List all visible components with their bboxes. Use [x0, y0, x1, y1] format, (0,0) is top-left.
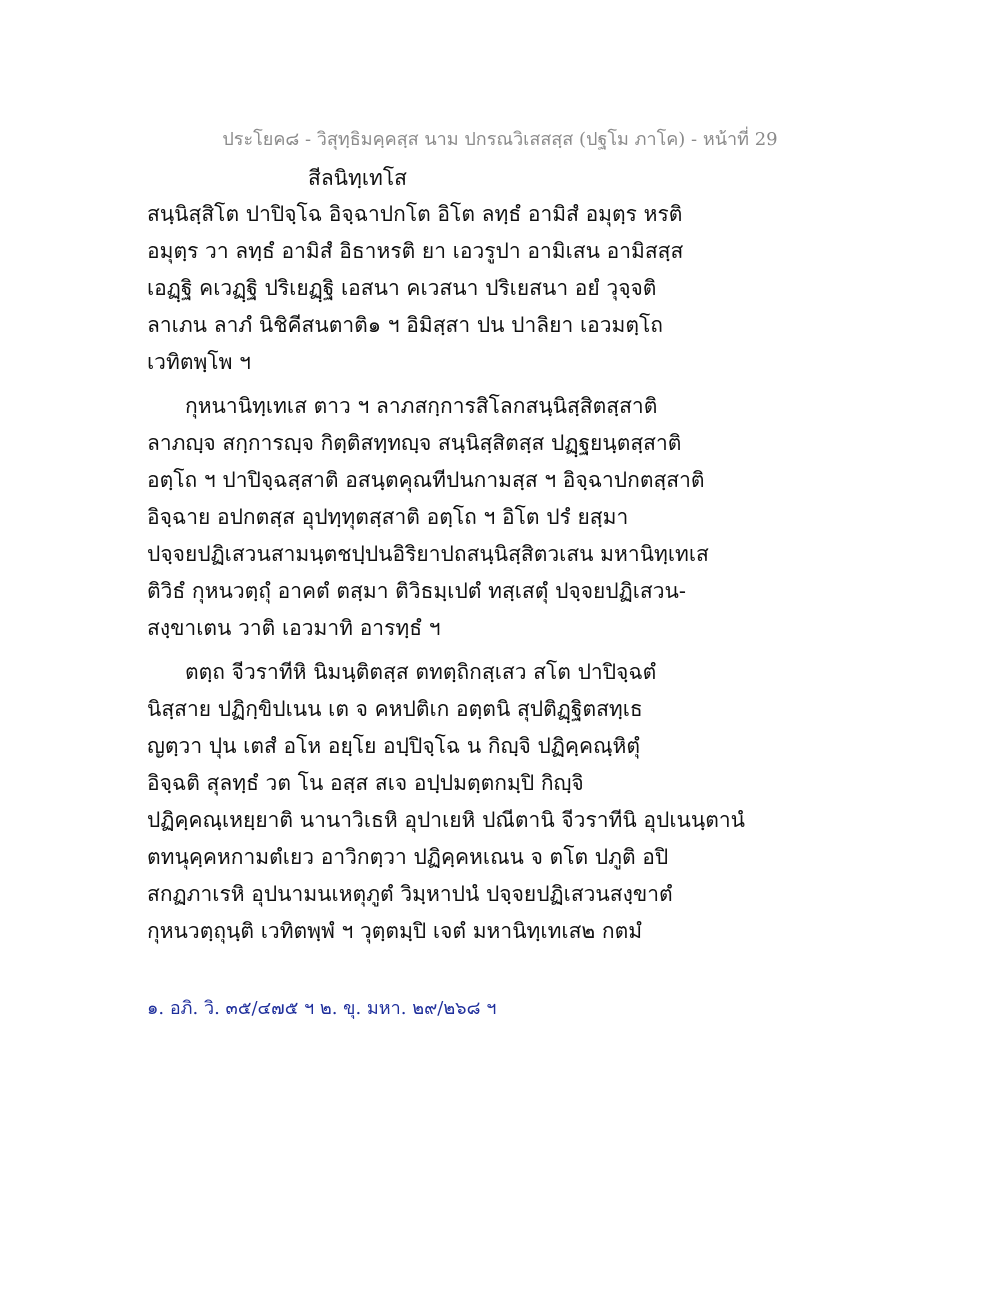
body-text: [147, 196, 746, 950]
text-line: ติวิธํ กุหนวตฺถุํ อาคตํ ตสฺมา ติวิธมฺเปตํ ทสฺเสตุํ ปจฺจยปฏิเสวน-: [147, 579, 686, 603]
text-line: สกฏภาเรหิ อุปนามนเหตุภูตํ วิมฺหาปนํ ปจฺจยปฏิเสวนสงฺขาตํ: [147, 882, 673, 906]
paragraph-gap: [147, 381, 707, 388]
text-line: ลาภญฺจ สกฺการญฺจ กิตฺติสทฺทญฺจ สนฺนิสฺสิตสฺส ปฏฺฐยนฺตสฺสาติ: [147, 431, 682, 455]
text-line: อมุตฺร วา ลทฺธํ อามิสํ อิธาหรติ ยา เอวรูปา อามิเสน อามิสสฺส: [147, 239, 684, 263]
text-line: กุหนานิทฺเทเส ตาว ฯ ลาภสกฺการสิโลกสนฺนิสฺสิตสฺสาติ: [185, 394, 658, 418]
text-line: ลาเภน ลาภํ นิชิคีสนตาติ๑ ฯ อิมิสฺสา ปน ปาลิยา เอวมตฺโถ: [147, 313, 663, 337]
text-line: ตทนุคฺคหกามตํเยว อาวิกตฺวา ปฏิคฺคหเณน จ ตโต ปภูติ อปิ: [147, 845, 669, 869]
running-header: ประโยค๘ - วิสุทฺธิมคฺคสฺส นาม ปกรณวิเสสสฺส (ปฐโม ภาโค) - หน้าที่ 29: [222, 129, 778, 150]
paragraph-gap: [147, 647, 707, 654]
text-line: ปจฺจยปฏิเสวนสามนฺตชปฺปนอิริยาปถสนฺนิสฺสิตวเสน มหานิทฺเทเส: [147, 542, 709, 566]
text-line: สงฺขาเตน วาติ เอวมาทิ อารทฺธํ ฯ: [147, 616, 441, 640]
text-line: อิจฺฉติ สุลทฺธํ วต โน อสฺส สเจ อปฺปมตฺตกมฺปิ กิญฺจิ: [147, 771, 584, 795]
section-title: สีลนิทฺเทโส: [308, 166, 408, 190]
text-line: เอฏฺฐิ คเวฏฺฐิ ปริเยฏฺฐิ เอสนา คเวสนา ปริเยสนา อยํ วุจฺจติ: [147, 276, 657, 300]
text-line: อิจฺฉาย อปกตสฺส อุปทฺทุตสฺสาติ อตฺโถ ฯ อิโต ปรํ ยสฺมา: [147, 505, 629, 529]
text-line: ญตฺวา ปุน เตสํ อโห อยฺโย อปฺปิจฺโฉ น กิญฺจิ ปฏิคฺคณฺหิตุํ: [147, 734, 640, 758]
text-line: ปฏิคฺคณฺเหยฺยาติ นานาวิเธหิ อุปาเยหิ ปณีตานิ จีวราทีนิ อุปเนนฺตานํ: [147, 808, 746, 832]
text-line: เวทิตพฺโพ ฯ: [147, 350, 251, 374]
text-line: นิสฺสาย ปฏิกฺขิปเนน เต จ คหปติเก อตฺตนิ สุปติฏฺฐิตสทฺเธ: [147, 697, 643, 721]
text-line: อตฺโถ ฯ ปาปิจฺฉสฺสาติ อสนฺตคุณทีปนกามสฺส ฯ อิจฺฉาปกตสฺสาติ: [147, 468, 705, 492]
text-line: ตตฺถ จีวราทีหิ นิมนฺติตสฺส ตทตฺถิกสฺเสว สโต ปาปิจฺฉตํ: [185, 660, 657, 684]
text-line: สนฺนิสฺสิโต ปาปิจฺโฉ อิจฺฉาปกโต อิโต ลทฺธํ อามิสํ อมุตฺร หรติ: [147, 202, 683, 226]
footnote: ๑. อภิ. วิ. ๓๕/๔๗๕ ฯ ๒. ขุ. มหา. ๒๙/๒๖๘ ฯ: [147, 998, 497, 1019]
text-line: กุหนวตฺถุนฺติ เวทิตพฺพํ ฯ วุตฺตมฺปิ เจตํ มหานิทฺเทเส๒ กตมํ: [147, 919, 643, 943]
